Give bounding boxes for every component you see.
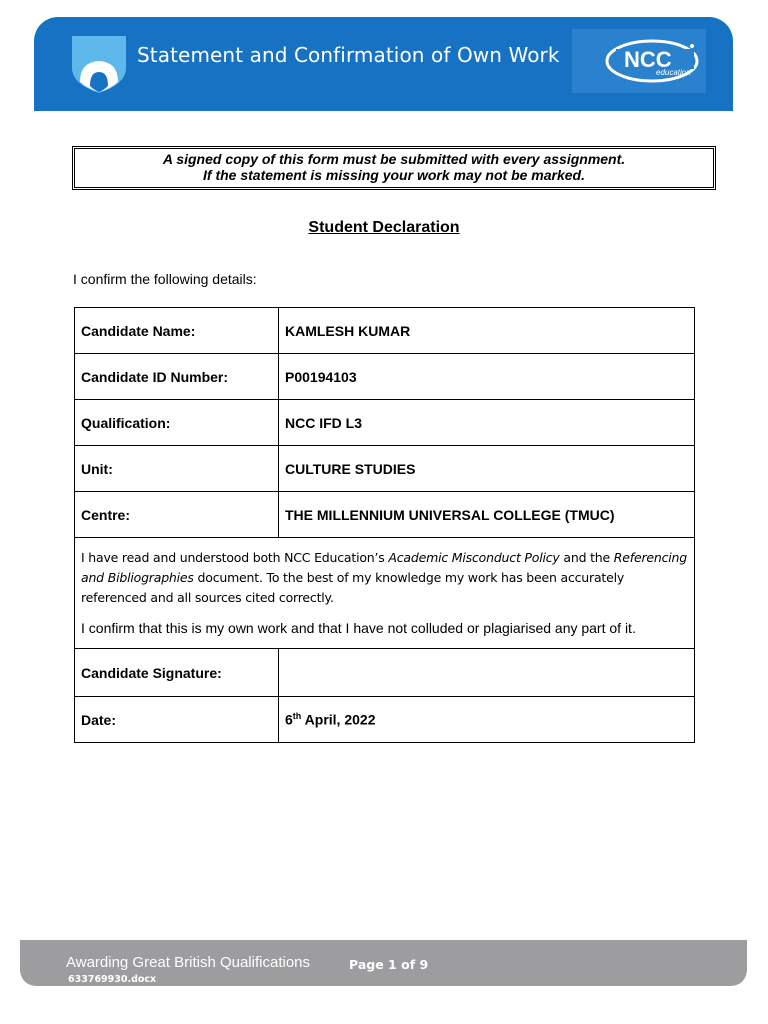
page-header	[34, 17, 733, 111]
shield-logo-icon	[70, 34, 128, 94]
form-row-signature	[75, 649, 695, 697]
footer-filename: 633769930.docx	[68, 974, 157, 985]
date-field[interactable]: 6th April, 2022	[279, 697, 695, 743]
submission-notice	[72, 146, 716, 190]
signature-field[interactable]	[279, 649, 695, 697]
ncc-education-logo	[572, 29, 706, 93]
form-row-candidate-name	[75, 308, 695, 354]
row-label: Candidate Name:	[75, 308, 279, 354]
row-value[interactable]: CULTURE STUDIES	[279, 446, 695, 492]
logo-ncc-text: NCC	[624, 47, 672, 72]
policy-title: Academic Misconduct Policy	[388, 550, 560, 565]
notice-line-2: If the statement is missing your work may not be marked.	[203, 167, 585, 183]
form-row-candidate-id	[75, 354, 695, 400]
row-label: Qualification:	[75, 400, 279, 446]
notice-line-1: A signed copy of this form must be submitted with every assignment.	[162, 151, 626, 167]
row-value[interactable]: NCC IFD L3	[279, 400, 695, 446]
document-title: Referencing and Bibliographies	[81, 550, 688, 585]
intro-text: I confirm the following details:	[73, 271, 257, 287]
confirmation-paragraph: I confirm that this is my own work and that I have not colluded or plagiarised any part of it.	[81, 620, 636, 636]
declaration-form	[74, 307, 695, 743]
row-label: Unit:	[75, 446, 279, 492]
row-label: Candidate ID Number:	[75, 354, 279, 400]
footer-tagline: Awarding Great British Qualifications	[66, 954, 310, 971]
row-value[interactable]: THE MILLENNIUM UNIVERSAL COLLEGE (TMUC)	[279, 492, 695, 538]
declaration-paragraph: I have read and understood both NCC Education’s Academic Misconduct Policy and the Referencing and Bibliographies document. To the best of my knowledge my work has been accurately referenced and all sources cited correctly.	[81, 550, 688, 605]
header-title: Statement and Confirmation of Own Work	[137, 43, 560, 67]
section-heading: Student Declaration	[308, 219, 460, 236]
row-label: Candidate Signature:	[75, 649, 279, 697]
page-footer	[20, 940, 747, 986]
row-label: Centre:	[75, 492, 279, 538]
form-row-declaration	[75, 538, 695, 649]
form-row-centre	[75, 492, 695, 538]
row-value[interactable]: KAMLESH KUMAR	[279, 308, 695, 354]
page-number: Page 1 of 9	[349, 957, 429, 972]
form-row-date	[75, 697, 695, 743]
row-label: Date:	[75, 697, 279, 743]
logo-education-text: education	[656, 68, 691, 77]
row-value[interactable]: P00194103	[279, 354, 695, 400]
declaration-statement	[75, 538, 695, 649]
form-row-qualification	[75, 400, 695, 446]
form-row-unit	[75, 446, 695, 492]
